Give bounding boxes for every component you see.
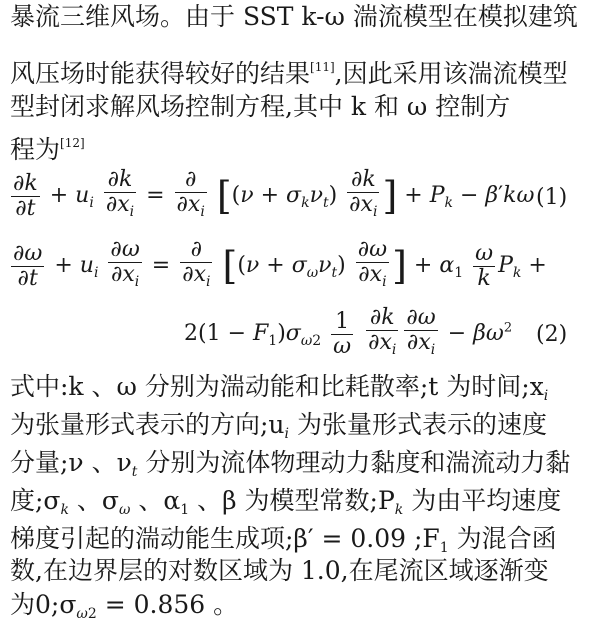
- equation-2-line-1: $\frac{\partial\omega}{\partial t}$ + $u_i$ $\frac{\partial\omega}{\partial x_i}$ = $\frac{\partial}{\partial x_i}$ [$(\nu + \sigma_\omega\nu_t)$ $\frac{\partial\omega}{\partial x_i}$ ] + $\alpha_1$ $\frac{\omega}{k}$ $P_k$ +: [13, 237, 547, 291]
- explanation-line-4-tail: 为由平均速度: [403, 486, 562, 515]
- explanation-line-4-part-3: 、α: [130, 486, 181, 515]
- explanation-line-2: 为张量形式表示的方向$;u_i$ 为张量形式表示的速度: [10, 410, 547, 442]
- text-line-2-tail: ,因此采用该湍流模型: [334, 59, 568, 88]
- text-line-3-content: 型封闭求解风场控制方程,其中 k 和 ω 控制方: [10, 92, 511, 121]
- explanation-line-6: [10, 556, 549, 586]
- explanation-line-5: 梯度引起的湍动能生成项;β′ = 0.09 $;F_1$ 为混合函: [10, 524, 557, 556]
- explanation-line-4: 度$;\sigma_k$ 、$\sigma_\omega$ 、$\alpha_1$ 、β 为模型常数$;P_k$ 为由平均速度: [10, 486, 562, 518]
- equation-1: $\frac{\partial k}{\partial t}$ + $u_i$ $\frac{\partial k}{\partial x_i}$ = $\frac{\partial}{\partial x_i}$ [$(\nu + \sigma_k\nu_t)$ $\frac{\partial k}{\partial x_i}$ ] + $P_k - \beta'k\omega$: [13, 167, 535, 221]
- explanation-line-6-content: 数,在边界层的对数区域为 1.0,在尾流区域逐渐变: [10, 556, 549, 585]
- explanation-line-4-content: 度;σ: [10, 486, 61, 515]
- text-line-3: [10, 92, 510, 122]
- text-line-4-content: 程为: [10, 135, 61, 164]
- explanation-line-7-tail: = 0.856 。: [96, 590, 239, 619]
- explanation-line-3-content: 分量;ν 、ν: [10, 448, 132, 477]
- explanation-line-7: 为$0;\sigma_{\omega 2} = 0.856$ 。: [10, 590, 239, 622]
- explanation-line-5-content: 梯度引起的湍动能生成项;β′ = 0.09 ;F: [10, 524, 440, 553]
- equation-2-number: (2): [536, 322, 568, 347]
- explanation-line-5-tail: 为混合函: [448, 524, 557, 553]
- explanation-line-1-content: 式中:k 、ω 分别为湍动能和比耗散率;t 为时间;x: [10, 372, 544, 401]
- citation-11: [11]: [310, 60, 335, 74]
- citation-12: [12]: [60, 136, 85, 150]
- explanation-line-3: 分量;ν 、$\nu_t$ 分别为流体物理动力黏度和湍流动力黏: [10, 448, 571, 480]
- text-line-4: [10, 128, 85, 165]
- explanation-line-2-content: 为张量形式表示的方向;u: [10, 410, 285, 439]
- explanation-line-4-part-2: 、σ: [68, 486, 119, 515]
- explanation-line-2-tail: 为张量形式表示的速度: [289, 410, 547, 439]
- explanation-line-4-part-4: 、β 为模型常数;P: [189, 486, 395, 515]
- text-line-1-content: 暴流三维风场。由于 SST k-ω 湍流模型在模拟建筑: [10, 2, 578, 31]
- equation-1-number: (1): [536, 185, 568, 210]
- explanation-line-7-content: 为0;σ: [10, 590, 77, 619]
- text-line-2-content: 风压场时能获得较好的结果: [10, 59, 311, 88]
- equation-2-line-2: $2(1 - F_1)\sigma_{\omega 2}$ $\frac{1}{\omega}$ $\frac{\partial k}{\partial x_i}$ $\frac{\partial\omega}{\partial x_i}$ − $\beta\omega^2$: [184, 305, 513, 359]
- explanation-line-3-tail: 分别为流体物理动力黏度和湍流动力黏: [137, 448, 571, 477]
- text-line-2: [10, 52, 568, 89]
- text-line-1: [10, 2, 578, 32]
- explanation-line-1: 式中:k 、ω 分别为湍动能和比耗散率;t 为时间$;x_i$: [10, 372, 549, 404]
